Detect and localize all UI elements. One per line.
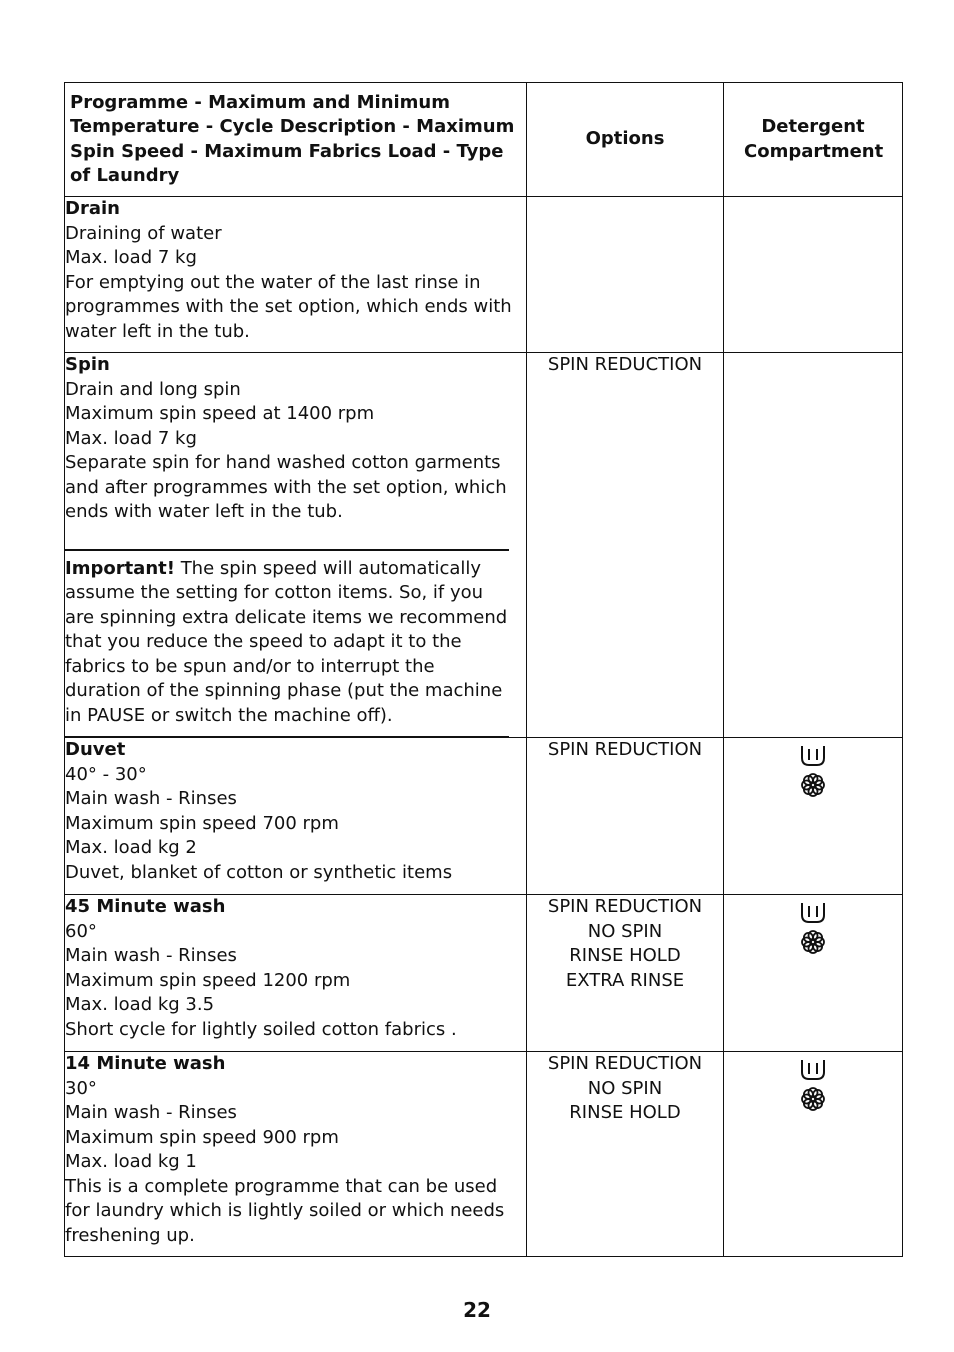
programme-line: Short cycle for lightly soiled cotton fabrics . bbox=[65, 1018, 457, 1040]
programme-line: Max. load 7 kg bbox=[65, 427, 197, 449]
programme-line: Duvet, blanket of cotton or synthetic items bbox=[65, 861, 453, 883]
programme-cell bbox=[65, 1052, 527, 1257]
programme-line: Max. load kg 3.5 bbox=[65, 994, 215, 1015]
important-note bbox=[65, 549, 509, 738]
option-label: SPIN REDUCTION bbox=[547, 1053, 703, 1074]
options-cell bbox=[527, 895, 724, 1052]
detergent-cell bbox=[724, 738, 903, 895]
important-text: The spin speed will automatically assume the setting for cotton items. So, if you are spinning extra delicate items we recommend that you reduce the speed to adapt it to the fabrics to be spun and/or to interrupt the duration of the spinning phase (put the machine in PAUSE or switch the machine off). bbox=[65, 557, 508, 726]
detergent-cell bbox=[724, 197, 903, 353]
programme-line: 40° - 30° bbox=[65, 763, 147, 785]
table-row bbox=[65, 353, 903, 738]
table-row bbox=[65, 895, 903, 1052]
table-row bbox=[65, 197, 903, 353]
programme-line: Max. load kg 2 bbox=[65, 837, 197, 858]
programme-line: Main wash - Rinses bbox=[65, 788, 237, 809]
detergent-cell bbox=[724, 895, 903, 1052]
programme-line: For emptying out the water of the last rinse in programmes with the set option, which ends with water left in the tub. bbox=[65, 271, 512, 342]
softener-flower-icon bbox=[800, 1086, 826, 1112]
table-row bbox=[65, 738, 903, 895]
programme-line: Main wash - Rinses bbox=[65, 1102, 237, 1123]
programme-line: 30° bbox=[65, 1077, 97, 1099]
programme-line: 60° bbox=[65, 920, 97, 942]
programme-line: Main wash - Rinses bbox=[65, 945, 237, 966]
header-options: Options bbox=[527, 83, 724, 197]
options-cell bbox=[527, 1052, 724, 1257]
softener-flower-icon bbox=[800, 772, 826, 798]
page-number: 22 bbox=[463, 1298, 491, 1322]
softener-flower-icon bbox=[800, 929, 826, 955]
header-detergent-compartment: Detergent Compartment bbox=[724, 83, 903, 197]
programme-line: This is a complete programme that can be used for laundry which is lightly soiled or which needs freshening up. bbox=[65, 1175, 505, 1246]
detergent-cell bbox=[724, 353, 903, 738]
main-wash-compartment-icon bbox=[799, 1058, 827, 1082]
programme-line: Maximum spin speed 700 rpm bbox=[65, 812, 339, 834]
programme-line: Maximum spin speed at 1400 rpm bbox=[65, 403, 375, 424]
detergent-cell bbox=[724, 1052, 903, 1257]
options-cell bbox=[527, 738, 724, 895]
programme-cell bbox=[65, 738, 527, 895]
important-label: Important! bbox=[65, 557, 175, 579]
programme-cell bbox=[65, 895, 527, 1052]
header-programme: Programme - Maximum and Minimum Temperature - Cycle Description - Maximum Spin Speed - Maximum Fabrics Load - Type of Laundry bbox=[65, 83, 527, 197]
programme-name: Duvet bbox=[65, 739, 126, 760]
programme-name: Spin bbox=[65, 354, 110, 375]
option-label: RINSE HOLD bbox=[569, 1102, 681, 1123]
programme-line: Max. load kg 1 bbox=[65, 1151, 197, 1172]
main-wash-compartment-icon bbox=[799, 744, 827, 768]
programme-name: Drain bbox=[65, 198, 120, 219]
table-header-row bbox=[65, 83, 903, 197]
option-label: NO SPIN bbox=[587, 920, 663, 942]
programme-line: Separate spin for hand washed cotton garments and after programmes with the set option, which ends with water left in the tub. bbox=[65, 452, 507, 522]
programme-line: Maximum spin speed 1200 rpm bbox=[65, 969, 351, 991]
option-label: SPIN REDUCTION bbox=[547, 896, 703, 917]
main-wash-compartment-icon bbox=[799, 901, 827, 925]
programme-line: Drain and long spin bbox=[65, 378, 241, 400]
programme-cell bbox=[65, 353, 527, 738]
option-label: RINSE HOLD bbox=[569, 945, 681, 966]
option-label: SPIN REDUCTION bbox=[547, 354, 703, 375]
programme-name: 14 Minute wash bbox=[65, 1053, 226, 1074]
programme-line: Max. load 7 kg bbox=[65, 247, 197, 268]
options-cell bbox=[527, 353, 724, 738]
programme-table bbox=[64, 82, 903, 1257]
programme-line: Draining of water bbox=[65, 222, 222, 244]
programme-name: 45 Minute wash bbox=[65, 896, 226, 917]
option-label: SPIN REDUCTION bbox=[547, 739, 703, 760]
programme-cell bbox=[65, 197, 527, 353]
options-cell bbox=[527, 197, 724, 353]
table-row bbox=[65, 1052, 903, 1257]
programme-line: Maximum spin speed 900 rpm bbox=[65, 1126, 339, 1148]
option-label: NO SPIN bbox=[587, 1077, 663, 1099]
option-label: EXTRA RINSE bbox=[565, 969, 685, 991]
